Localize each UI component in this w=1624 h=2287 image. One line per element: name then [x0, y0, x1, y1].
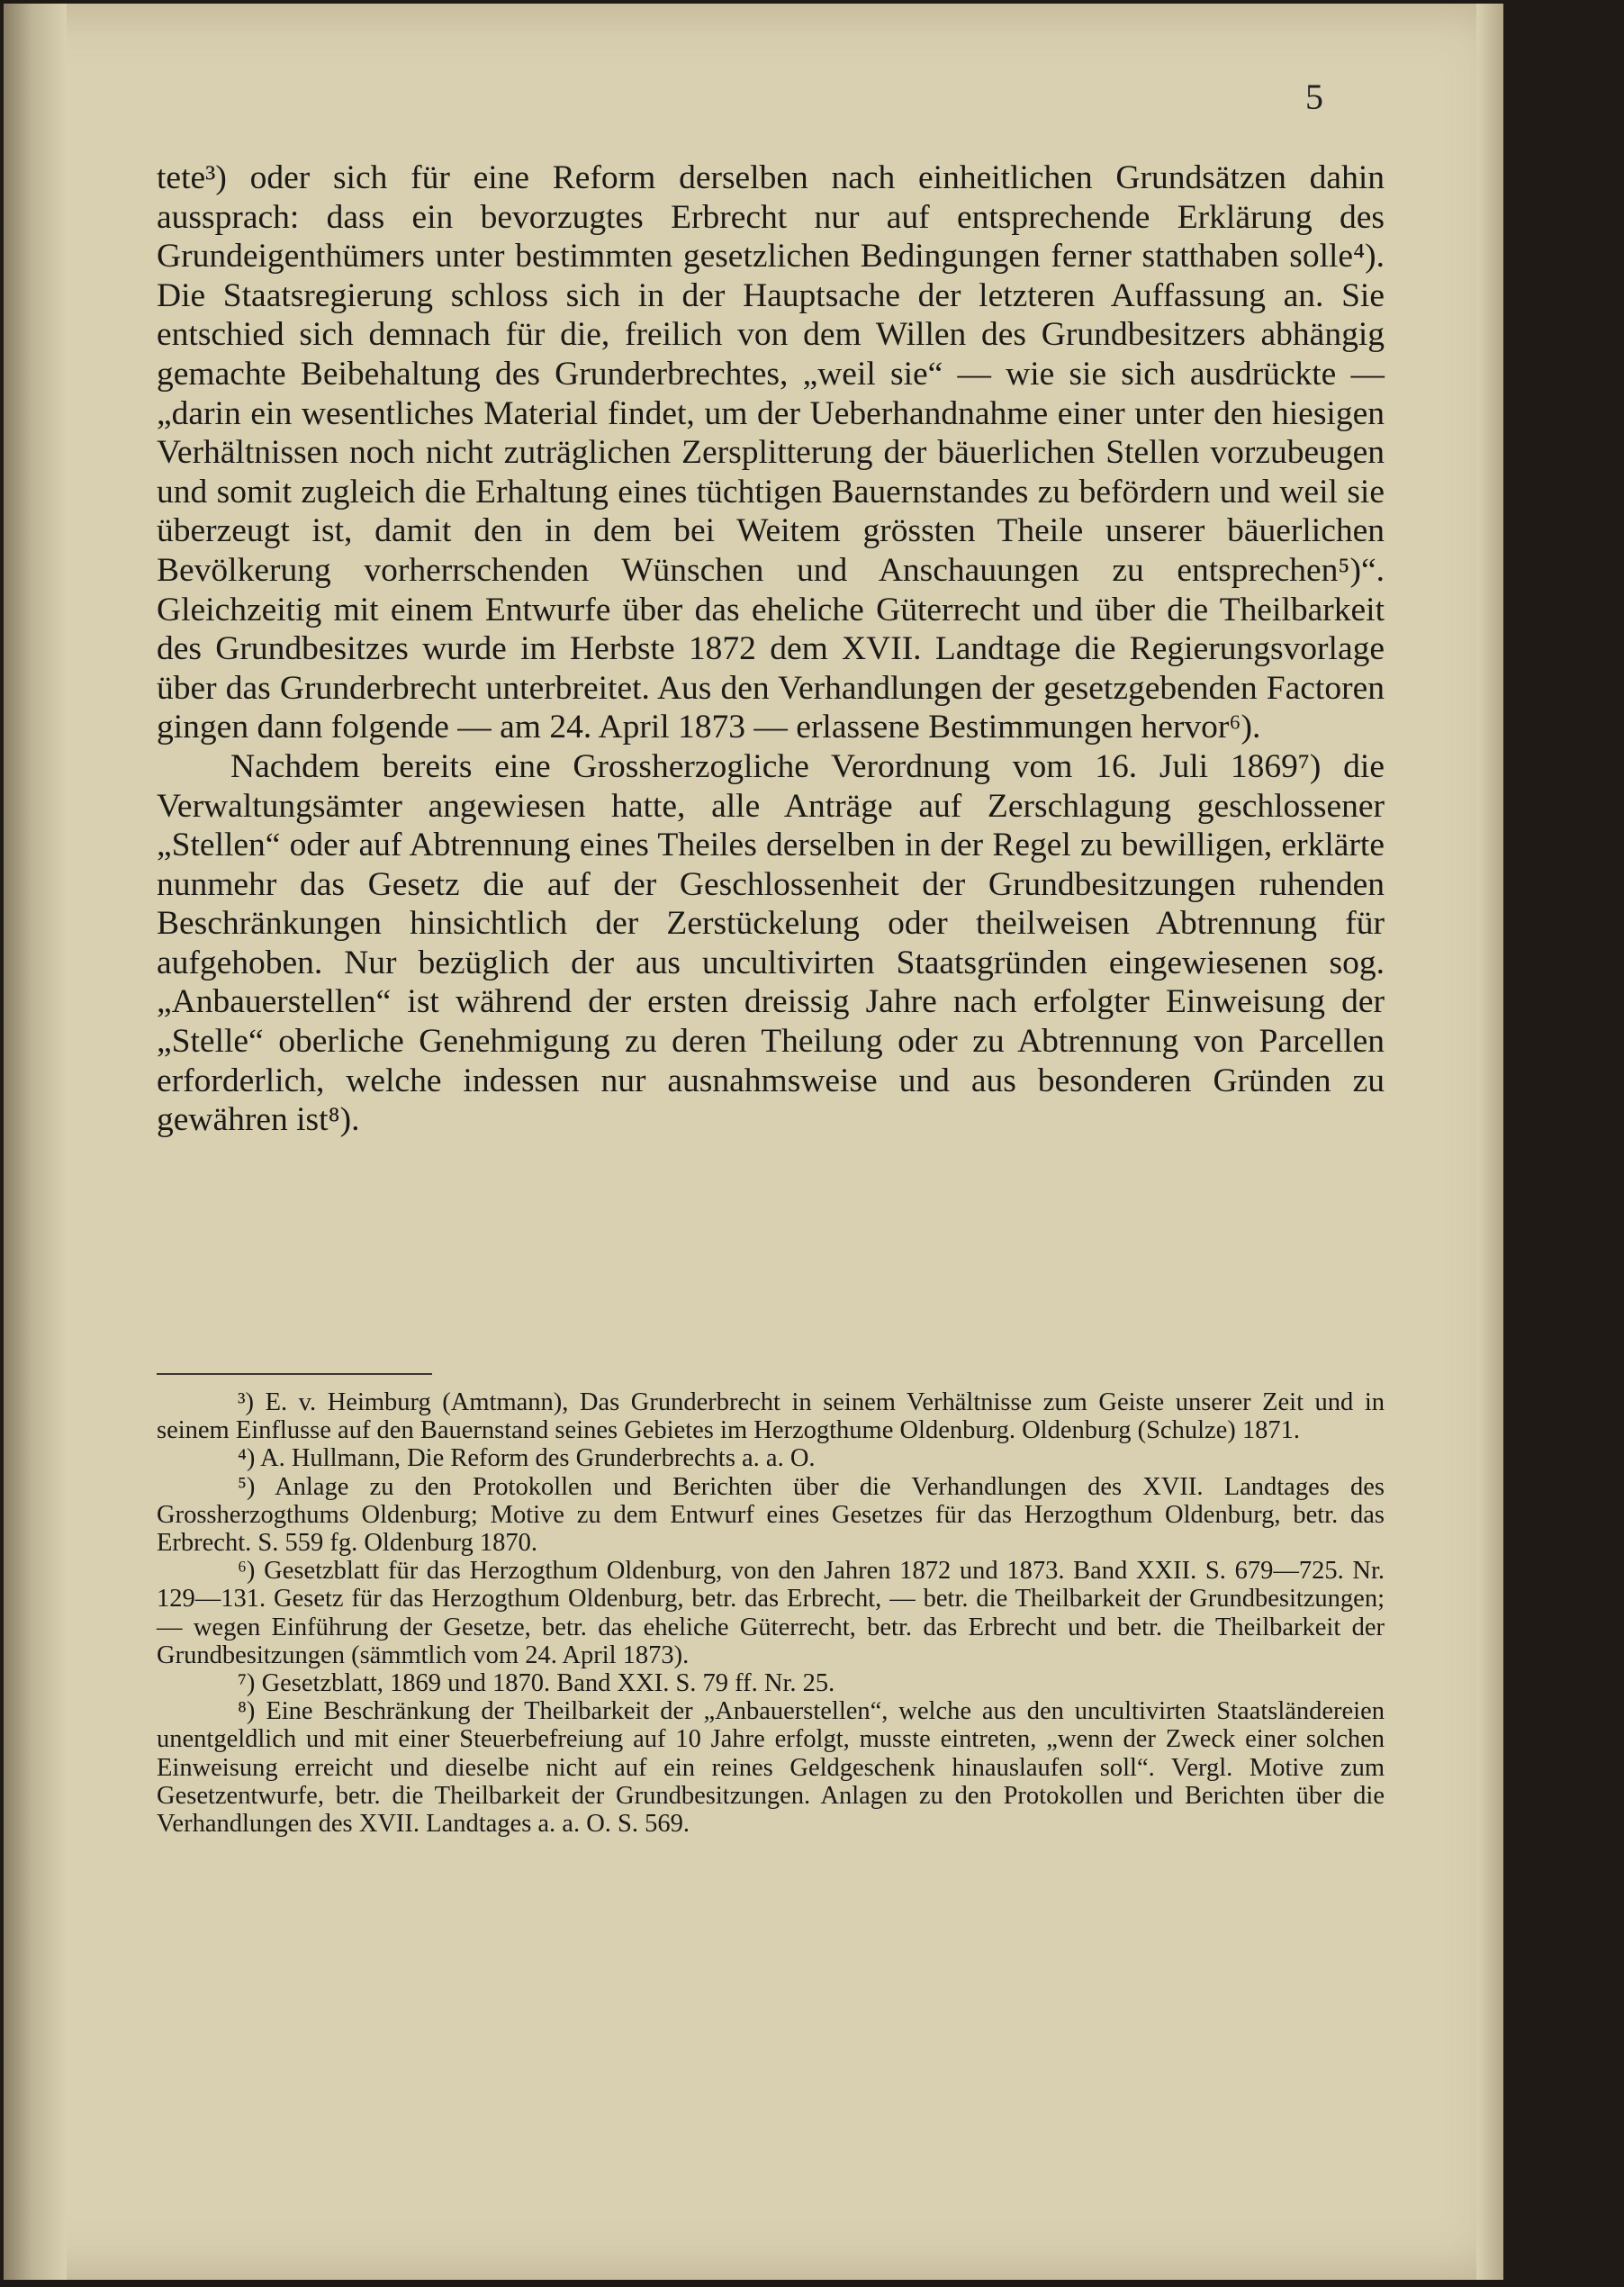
footnote-6 — [157, 1557, 1385, 1669]
footnote-7 — [157, 1669, 1385, 1697]
footnote-marker: ⁸) — [238, 1697, 256, 1726]
footnote-separator — [157, 1373, 432, 1375]
page-number: 5 — [1305, 77, 1323, 117]
footnotes — [157, 1388, 1385, 1838]
page-edge — [1476, 4, 1503, 2280]
footnote-text: Eine Beschränkung der Theilbarkeit der „Anbauerstellen“, welche aus den uncultivirten Staatsländereien unentgeldlich und mit einer Steuerbefreiung auf 10 Jahre erfolgt, musste eintreten, „wenn der Zweck einer solchen Einweisung erreicht und dieselbe nicht auf ein reines Geldgeschenk hinauslaufen soll“. Vergl. Motive zum Gesetzentwurfe, betr. die Theilbarkeit der Grundbesitzungen. Anlagen zu den Protokollen und Berichten über die Verhandlungen des XVII. Landtages a. a. O. S. 569. — [157, 1697, 1385, 1839]
footnote-marker: ³) — [238, 1388, 255, 1416]
footnote-marker: ⁴) — [238, 1444, 256, 1473]
footnote-text: A. Hullmann, Die Reform des Grunderbrechts a. a. O. — [260, 1444, 816, 1473]
footnote-marker: ⁵) — [238, 1472, 256, 1501]
page-gutter — [4, 4, 67, 2280]
paragraph-2: Nachdem bereits eine Grossherzogliche Verordnung vom 16. Juli 1869⁷) die Verwaltungsämter angewiesen hatte, alle Anträge auf Zerschlagung geschlossener „Stellen“ oder auf Abtrennung eines Theiles derselben in der Regel zu bewilligen, erklärte nunmehr das Gesetz die auf der Geschlossenheit der Grundbesitzungen ruhenden Beschränkungen hinsichtlich der Zerstückelung oder theilweisen Abtrennung für aufgehoben. Nur bezüglich der aus uncultivirten Staatsgründen eingewiesenen sog. „Anbauerstellen“ ist während der ersten dreissig Jahre nach erfolgter Einweisung der „Stelle“ oberliche Genehmigung zu deren Theilung oder zu Abtrennung von Parcellen erforderlich, welche indessen nur ausnahmsweise und aus besonderen Gründen zu gewähren ist⁸). — [157, 747, 1385, 1139]
footnote-text: E. v. Heimburg (Amtmann), Das Grunderbrecht in seinem Verhältnisse zum Geiste unserer Zeit und in seinem Einflusse auf den Bauernstand seines Gebietes im Herzogthume Oldenburg. Oldenburg (Schulze) 1871. — [157, 1388, 1385, 1445]
footnote-3 — [157, 1388, 1385, 1444]
footnote-marker: ⁶) — [238, 1557, 256, 1586]
footnote-text: Anlage zu den Protokollen und Berichten über die Verhandlungen des XVII. Landtages des Grossherzogthums Oldenburg; Motive zu dem Entwurf eines Gesetzes für das Herzogthum Oldenburg, betr. das Erbrecht. S. 559 fg. Oldenburg 1870. — [157, 1472, 1385, 1558]
footnote-text: Gesetzblatt für das Herzogthum Oldenburg, von den Jahren 1872 und 1873. Band XXII. S. 679—725. Nr. 129—131. Gesetz für das Herzogthum Oldenburg, betr. das Erbrecht, — betr. die Theilbarkeit der Grundbesitzungen; — wegen Einführung der Gesetze, betr. das eheliche Güterrecht, betr. das Erbrecht und betr. die Theilbarkeit der Grundbesitzungen (sämmtlich vom 24. April 1873). — [157, 1557, 1385, 1669]
body-text — [157, 158, 1385, 1140]
footnote-8 — [157, 1697, 1385, 1838]
book-page — [4, 4, 1503, 2280]
footnote-4 — [157, 1444, 1385, 1472]
paragraph-1: tete³) oder sich für eine Reform derselben nach einheitlichen Grundsätzen dahin aussprach: dass ein bevorzugtes Erbrecht nur auf entsprechende Erklärung des Grundeigenthümers unter bestimmten gesetzlichen Bedingungen ferner statthaben solle⁴). Die Staatsregierung schloss sich in der Hauptsache der letzteren Auffassung an. Sie entschied sich demnach für die, freilich von dem Willen des Grundbesitzers abhängig gemachte Beibehaltung des Grunderbrechtes, „weil sie“ — wie sie sich ausdrückte — „darin ein wesentliches Material findet, um der Ueberhandnahme einer unter den hiesigen Verhältnissen noch nicht zuträglichen Zersplitterung der bäuerlichen Stellen vorzubeugen und somit zugleich die Erhaltung eines tüchtigen Bauernstandes zu befördern und weil sie überzeugt ist, damit den in dem bei Weitem grössten Theile unserer bäuerlichen Bevölkerung vorherrschenden Wünschen und Anschauungen zu entsprechen⁵)“. Gleichzeitig mit einem Entwurfe über das eheliche Güterrecht und über die Theilbarkeit des Grundbesitzes wurde im Herbste 1872 dem XVII. Landtage die Regierungsvorlage über das Grunderbrecht unterbreitet. Aus den Verhandlungen der gesetzgebenden Factoren gingen dann folgende — am 24. April 1873 — erlassene Bestimmungen hervor⁶). — [157, 159, 1385, 746]
footnote-5 — [157, 1473, 1385, 1558]
footnote-text: Gesetzblatt, 1869 und 1870. Band XXI. S. 79 ff. Nr. 25. — [261, 1669, 835, 1698]
footnote-marker: ⁷) — [238, 1669, 256, 1698]
